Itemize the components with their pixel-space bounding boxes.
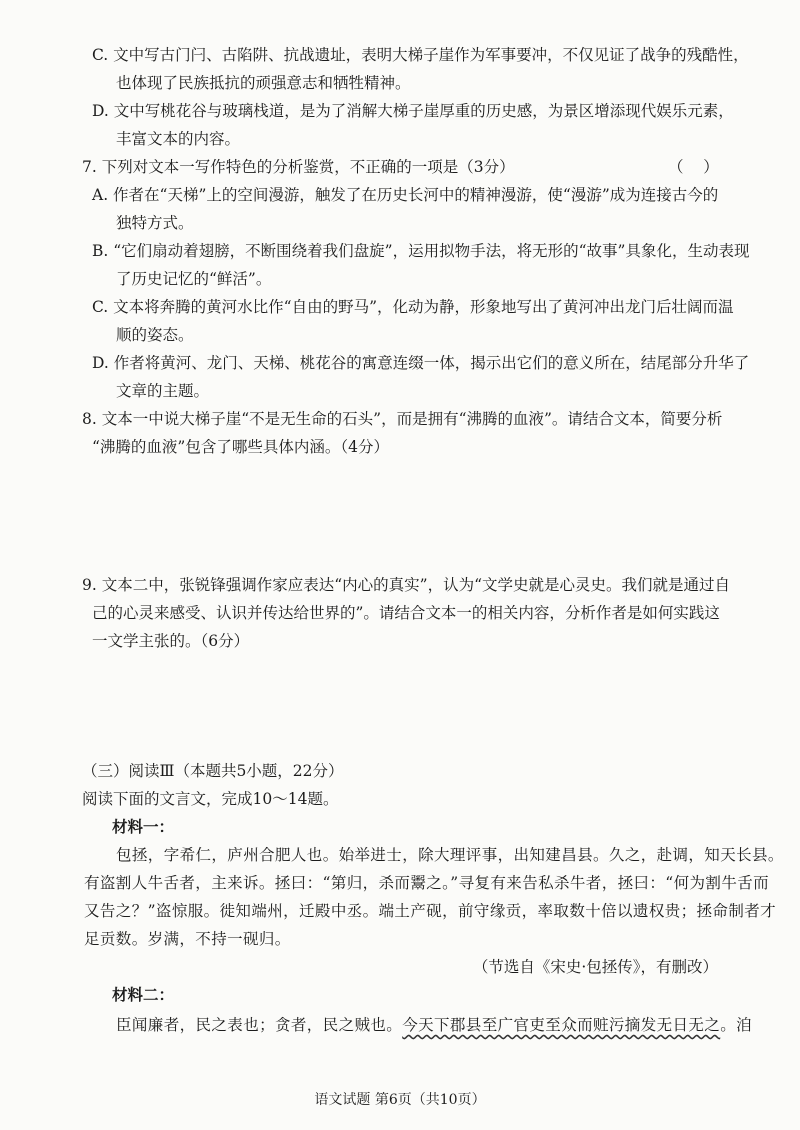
q7-option-a-line1: A. 作者在“天梯”上的空间漫游，触发了在历史长河中的精神漫游，使“漫游”成为连接古今的: [92, 186, 719, 204]
q6-option-c-line1: C. 文中写古门闩、古陷阱、抗战遗址，表明大梯子崖作为军事要冲，不仅见证了战争的残酷性，: [92, 46, 749, 64]
material1-line1: 包拯，字希仁，庐州合肥人也。始举进士，除大理评事，出知建昌县。久之，赴调，知天长县。: [116, 846, 784, 864]
q7-option-d-line1: D. 作者将黄河、龙门、天梯、桃花谷的寓意连缀一体，揭示出它们的意义所在，结尾部分升华了: [92, 354, 750, 372]
q7-answer-blank: （ ）: [668, 158, 719, 176]
material1-line4: 足贡数。岁满，不持一砚归。: [84, 930, 291, 948]
q8-line2: “沸腾的血液”包含了哪些具体内涵。（4分）: [92, 438, 389, 456]
material1-label: 材料一：: [112, 817, 175, 836]
q9-line2: 己的心灵来感受、认识并传达给世界的”。请结合文本一的相关内容，分析作者是如何实践这: [92, 604, 720, 622]
q8-line1: 8. 文本一中说大梯子崖“不是无生命的石头”，而是拥有“沸腾的血液”。请结合文本，简要分析: [82, 410, 723, 428]
material2-line1-underlined: 今天下郡县至广官吏至众而赃污摘发无日无之: [402, 1016, 721, 1034]
q9-line3: 一文学主张的。（6分）: [92, 632, 250, 650]
material2-line1-plain: 臣闻廉者，民之表也；贪者，民之贼也。: [116, 1016, 403, 1034]
page-footer: 语文试题 第6页（共10页）: [314, 1092, 486, 1108]
material1-line2: 有盗割人牛舌者，主来诉。拯曰：“第归，杀而鬻之。”寻复有来告私杀牛者，拯曰：“何为割牛舌而: [84, 874, 770, 892]
q7-stem: 7. 下列对文本一写作特色的分析鉴赏，不正确的一项是（3分）: [82, 158, 515, 176]
q6-option-d-line2: 丰富文本的内容。: [116, 130, 241, 148]
material2-line1-tail: 。洎: [720, 1016, 753, 1034]
section3-heading: （三）阅读Ⅲ（本题共5小题，22分）: [82, 762, 344, 780]
section3-instruction: 阅读下面的文言文，完成10～14题。: [82, 790, 339, 808]
q7-option-c-line2: 顺的姿态。: [116, 326, 194, 344]
q9-line1: 9. 文本二中，张锐锋强调作家应表达“内心的真实”，认为“文学史就是心灵史。我们就是通过自: [82, 576, 730, 594]
q7-option-c-line1: C. 文本将奔腾的黄河水比作“自由的野马”，化动为静，形象地写出了黄河冲出龙门后壮阔而温: [92, 298, 734, 316]
q6-option-c-line2: 也体现了民族抵抗的顽强意志和牺牲精神。: [116, 74, 411, 92]
material2-label: 材料二：: [112, 985, 175, 1004]
material2-line1: [116, 1014, 752, 1036]
q7-option-b-line1: B. “它们扇动着翅膀，不断围绕着我们盘旋”，运用拟物手法，将无形的“故事”具象化，生动表现: [92, 242, 750, 260]
q7-option-a-line2: 独特方式。: [116, 214, 194, 232]
q6-option-d-line1: D. 文中写桃花谷与玻璃栈道，是为了消解大梯子崖厚重的历史感，为景区增添现代娱乐元素，: [92, 102, 734, 120]
q7-option-b-line2: 了历史记忆的“鲜活”。: [116, 270, 272, 288]
q7-option-d-line2: 文章的主题。: [116, 382, 210, 400]
material1-line3: 又告之？”盗惊服。徙知端州，迁殿中丞。端土产砚，前守缘贡，率取数十倍以遗权贵；拯命制者才: [84, 902, 777, 920]
material1-source: （节选自《宋史·包拯传》，有删改）: [472, 958, 718, 976]
